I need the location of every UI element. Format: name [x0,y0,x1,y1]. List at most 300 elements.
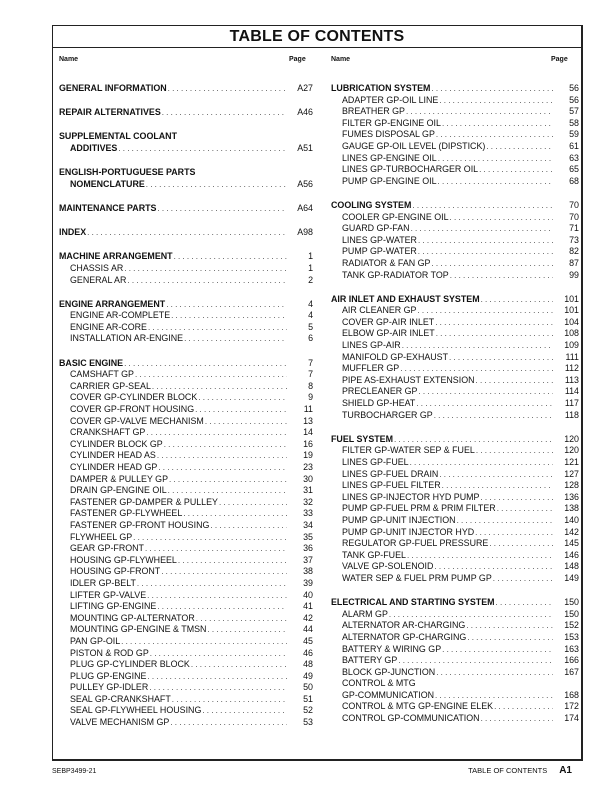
entry-name: COVER GP-VALVE MECHANISM [70,415,204,426]
entry-page-number: 121 [564,457,579,467]
entry-page-number: 148 [564,561,579,572]
toc-entry[interactable] [331,235,579,247]
entry-page-number: 32 [303,496,313,507]
toc-entry[interactable] [331,270,579,282]
toc-entry[interactable] [331,573,579,585]
toc-entry[interactable] [331,445,579,457]
entry-name: SEAL GP-FLYWHEEL HOUSING [70,705,202,716]
toc-section-heading[interactable] [59,107,313,119]
entry-name: REGULATOR GP-FUEL PRESSURE [342,538,489,549]
entry-page-number: 4 [308,298,313,309]
dot-leader [436,328,553,340]
entry-name: TANK GP-RADIATOR TOP [342,269,449,280]
toc-entry[interactable] [331,410,579,422]
dot-leader [196,613,287,625]
toc-section [59,131,313,154]
entry-name: CONTROL GP-COMMUNICATION [342,713,480,724]
toc-entry[interactable] [331,153,579,165]
toc-section [59,107,313,119]
toc-entry-cont[interactable] [331,690,579,702]
dot-leader [493,573,553,585]
dot-leader [442,118,553,130]
entry-page-number: 109 [564,340,579,351]
entry-page-number: 120 [564,433,579,444]
toc-section-heading[interactable] [331,83,579,95]
toc-entry[interactable] [59,578,313,590]
entry-page-number: 39 [303,577,313,588]
toc-entry[interactable] [331,480,579,492]
entry-page-number: 42 [303,612,313,623]
right-name-header: Name [331,56,351,63]
entry-name: CONTROL & MTG [342,678,416,689]
dot-leader [161,566,287,578]
entry-page-number: 152 [564,620,579,631]
toc-entry[interactable] [331,609,579,621]
entry-page-number: A64 [297,202,313,213]
page-title: TABLE OF CONTENTS [53,26,581,48]
toc-entry[interactable] [59,462,313,474]
toc-entry[interactable] [331,655,579,667]
toc-entry[interactable] [59,566,313,578]
entry-page-number: A46 [297,107,313,118]
dot-leader [496,597,553,609]
entry-page-number: 13 [303,415,313,426]
dot-leader [150,648,287,660]
dot-leader [174,251,287,263]
toc-entry[interactable] [59,601,313,613]
entry-name: PULLEY GP-IDLER [70,682,149,693]
entry-page-number: 9 [308,392,313,403]
entry-page-number: 44 [303,624,313,635]
entry-name: GENERAL AR [70,274,127,285]
toc-section [331,434,579,585]
entry-name: CRANKSHAFT GP [70,427,146,438]
toc-entry[interactable] [331,317,579,329]
entry-page-number: 61 [569,140,579,151]
entry-page-number: 38 [303,566,313,577]
toc-entry[interactable] [331,457,579,469]
toc-entry[interactable] [59,682,313,694]
toc-entry[interactable] [59,659,313,671]
toc-section [59,203,313,215]
entry-name: GAUGE GP-OIL LEVEL (DIPSTICK) [342,140,486,151]
dot-leader [476,445,553,457]
entry-page-number: 58 [569,117,579,128]
dot-leader [466,620,553,632]
toc-entry[interactable] [331,492,579,504]
toc-entry[interactable] [331,644,579,656]
toc-entry[interactable] [331,701,579,713]
toc-entry[interactable] [331,246,579,258]
entry-name: ELBOW GP-AIR INLET [342,328,435,339]
toc-entry[interactable] [331,164,579,176]
dot-leader [417,305,553,317]
toc-section-heading[interactable] [331,200,579,212]
left-page-header: Page [289,56,306,63]
dot-leader [418,386,553,398]
entry-name: CAMSHAFT GP [70,369,134,380]
toc-entry[interactable] [331,141,579,153]
entry-page-number: 34 [303,519,313,530]
toc-entry[interactable] [59,590,313,602]
dot-leader [145,543,287,555]
toc-section [331,200,579,281]
entry-name: LINES GP-AIR [342,340,401,351]
toc-section-heading[interactable] [59,131,313,143]
toc-entry[interactable] [331,305,579,317]
toc-entry[interactable] [59,520,313,532]
toc-entry[interactable] [331,713,579,725]
entry-page-number: 174 [564,713,579,724]
entry-name: BREATHER GP [342,106,405,117]
entry-page-number: 111 [565,351,579,362]
dot-leader [147,590,287,602]
toc-entry[interactable] [331,212,579,224]
entry-name: COOLER GP-ENGINE OIL [342,211,449,222]
toc-section-heading[interactable] [59,358,313,370]
dot-leader [480,492,553,504]
toc-section-heading[interactable] [331,597,579,609]
dot-leader [407,550,553,562]
toc-entry[interactable] [59,474,313,486]
entry-page-number: 52 [303,705,313,716]
entry-name: SHIELD GP-HEAT [342,398,416,409]
entry-page-number: 40 [303,589,313,600]
entry-page-number: 53 [303,717,313,728]
dot-leader [157,601,287,613]
dot-leader [436,129,553,141]
entry-name: PUMP GP-UNIT INJECTOR HYD [342,526,475,537]
dot-leader [158,462,287,474]
dot-leader [412,200,553,212]
toc-entry[interactable] [331,129,579,141]
dot-leader [207,624,287,636]
dot-leader [168,485,287,497]
toc-entry[interactable] [59,427,313,439]
dot-leader [489,538,553,550]
toc-section-heading[interactable] [331,294,579,306]
dot-leader [183,508,287,520]
toc-entry[interactable] [59,381,313,393]
entry-page-number: 2 [308,274,313,285]
entry-name: PIPE AS-EXHAUST EXTENSION [342,374,475,385]
entry-page-number: 41 [303,601,313,612]
entry-page-number: 8 [308,380,313,391]
entry-page-number: 140 [564,514,579,525]
dot-leader [124,358,287,370]
entry-name: LIFTING GP-ENGINE [70,601,157,612]
dot-leader [170,717,287,729]
toc-entry[interactable] [59,636,313,648]
dot-leader [133,532,287,544]
entry-name: FASTENER GP-FRONT HOUSING [70,519,210,530]
dot-leader [148,322,287,334]
toc-entry[interactable] [59,717,313,729]
dot-leader [416,398,553,410]
dot-leader [494,701,553,713]
toc-entry[interactable] [331,352,579,364]
toc-entry[interactable] [59,333,313,345]
toc-frame [52,25,583,761]
entry-name: BLOCK GP-JUNCTION [342,666,436,677]
dot-leader [205,416,287,428]
entry-page-number: 101 [564,305,579,316]
dot-leader [450,212,553,224]
toc-right-column [331,83,579,737]
dot-leader [450,270,553,282]
dot-leader [442,480,553,492]
toc-entry[interactable] [59,263,313,275]
entry-page-number: 114 [564,386,579,397]
footer-section-label: TABLE OF CONTENTS [468,766,548,775]
entry-page-number: 45 [303,635,313,646]
dot-leader [389,609,553,621]
dot-leader [146,427,287,439]
toc-entry[interactable] [59,705,313,717]
entry-name: CONTROL & MTG GP-ENGINE ELEK [342,701,494,712]
toc-section-heading[interactable] [59,203,313,215]
dot-leader [149,682,287,694]
toc-entry[interactable] [59,508,313,520]
toc-section [59,167,313,190]
toc-entry[interactable] [59,450,313,462]
dot-leader [152,381,287,393]
toc-entry[interactable] [59,485,313,497]
entry-name: MUFFLER GP [342,363,400,374]
entry-page-number: 1 [308,262,313,273]
entry-name: COVER GP-CYLINDER BLOCK [70,392,198,403]
entry-page-number: 118 [564,409,579,420]
toc-entry[interactable] [331,176,579,188]
dot-leader [162,107,287,119]
dot-leader [135,369,287,381]
entry-page-number: 117 [564,398,579,409]
entry-name: HOUSING GP-FLYWHEEL [70,554,177,565]
dot-leader [418,235,553,247]
dot-leader [394,434,553,446]
dot-leader [406,106,553,118]
toc-entry[interactable] [59,392,313,404]
entry-page-number: 57 [569,106,579,117]
toc-section-heading[interactable] [331,434,579,446]
toc-entry[interactable] [59,613,313,625]
dot-leader [497,503,553,515]
entry-page-number: 104 [564,316,579,327]
entry-name: FASTENER GP-FLYWHEEL [70,508,183,519]
dot-leader [481,713,553,725]
entry-page-number: 71 [569,223,579,234]
entry-page-number: 108 [564,328,579,339]
toc-entry[interactable] [59,497,313,509]
entry-page-number: 14 [303,427,313,438]
toc-entry[interactable] [331,95,579,107]
toc-section-heading-cont[interactable] [59,179,313,191]
dot-leader [87,227,287,239]
entry-page-number: 166 [564,655,579,666]
entry-name: REPAIR ALTERNATIVES [59,107,161,118]
entry-page-number: 82 [569,246,579,257]
dot-leader [479,164,553,176]
left-name-header: Name [59,56,79,63]
toc-entry[interactable] [331,118,579,130]
dot-leader [435,317,553,329]
entry-name: LINES GP-TURBOCHARGER OIL [342,164,479,175]
toc-section-heading[interactable] [59,299,313,311]
dot-leader [219,497,287,509]
entry-page-number: 49 [303,670,313,681]
toc-entry[interactable] [59,671,313,683]
toc-section [331,83,579,187]
entry-name: TANK GP-FUEL [342,549,406,560]
toc-entry[interactable] [331,375,579,387]
toc-section [59,251,313,286]
entry-page-number: 51 [303,693,313,704]
dot-leader [210,520,287,532]
entry-name: AIR INLET AND EXHAUST SYSTEM [331,293,480,304]
dot-leader [127,275,287,287]
toc-entry[interactable] [59,310,313,322]
toc-entry[interactable] [331,363,579,375]
entry-name: BATTERY GP [342,655,398,666]
entry-name: BATTERY & WIRING GP [342,643,442,654]
entry-name: FILTER GP-WATER SEP & FUEL [342,445,475,456]
dot-leader [166,299,287,311]
dot-leader [438,153,553,165]
footer-page-number: A1 [559,765,572,776]
entry-page-number: 70 [569,211,579,222]
toc-section [331,294,579,422]
toc-entry[interactable] [59,555,313,567]
dot-leader [434,561,553,573]
entry-page-number: 56 [569,94,579,105]
toc-section-heading-cont[interactable] [59,143,313,155]
dot-leader [449,352,553,364]
dot-leader [486,141,553,153]
toc-entry[interactable] [331,561,579,573]
entry-name: TURBOCHARGER GP [342,409,433,420]
entry-page-number: 16 [303,438,313,449]
toc-entry[interactable] [331,328,579,340]
entry-name: PRECLEANER GP [342,386,418,397]
entry-name: ALARM GP [342,608,388,619]
toc-section-heading[interactable] [59,167,313,179]
entry-name: LINES GP-FUEL DRAIN [342,468,439,479]
entry-page-number: 36 [303,543,313,554]
toc-entry[interactable] [59,439,313,451]
toc-entry[interactable] [331,503,579,515]
toc-entry[interactable] [59,369,313,381]
entry-page-number: 99 [569,269,579,280]
entry-page-number: 73 [569,234,579,245]
toc-entry[interactable] [331,386,579,398]
entry-name: RADIATOR & FAN GP [342,257,431,268]
entry-page-number: 56 [569,83,579,93]
entry-page-number: 35 [303,531,313,542]
entry-name: GENERAL INFORMATION [59,83,167,93]
toc-entry[interactable] [331,550,579,562]
dot-leader [202,705,287,717]
dot-leader [146,179,287,191]
doc-number: SEBP3499-21 [52,768,97,775]
toc-entry[interactable] [59,532,313,544]
entry-page-number: 163 [564,643,579,654]
dot-leader [476,375,553,387]
toc-entry[interactable] [331,527,579,539]
toc-section-heading[interactable] [59,83,313,95]
toc-entry[interactable] [331,340,579,352]
toc-entry[interactable] [331,106,579,118]
toc-section-heading[interactable] [59,251,313,263]
toc-section-heading[interactable] [59,227,313,239]
entry-name: FUMES DISPOSAL GP [342,129,435,140]
entry-name: COOLING SYSTEM [331,199,412,210]
toc-entry[interactable] [331,632,579,644]
entry-page-number: 168 [564,689,579,700]
toc-entry[interactable] [59,648,313,660]
entry-name: ELECTRICAL AND STARTING SYSTEM [331,597,495,608]
dot-leader [157,203,287,215]
toc-entry[interactable] [331,469,579,481]
toc-entry[interactable] [331,620,579,632]
entry-name: MAINTENANCE PARTS [59,202,157,213]
dot-leader [439,469,553,481]
entry-name: PUMP GP-UNIT INJECTION [342,514,456,525]
entry-page-number: 150 [564,608,579,619]
entry-name: INDEX [59,227,87,238]
entry-name: MACHINE ARRANGEMENT [59,251,173,262]
toc-entry[interactable] [331,398,579,410]
toc-entry[interactable] [59,543,313,555]
toc-entry[interactable] [331,258,579,270]
toc-entry[interactable] [59,416,313,428]
entry-page-number: A56 [297,178,313,189]
entry-page-number: 37 [303,554,313,565]
toc-entry[interactable] [331,223,579,235]
dot-leader [198,392,287,404]
toc-entry[interactable] [59,624,313,636]
entry-page-number: 120 [564,445,579,456]
toc-entry[interactable] [331,538,579,550]
entry-name: CHASSIS AR [70,262,124,273]
toc-section [59,358,313,729]
toc-entry[interactable] [59,275,313,287]
entry-page-number: 6 [308,333,313,344]
toc-entry[interactable] [59,694,313,706]
entry-name: CARRIER GP-SEAL [70,380,151,391]
entry-name: PISTON & ROD GP [70,647,149,658]
dot-leader [434,410,553,422]
dot-leader [147,671,287,683]
toc-entry[interactable] [59,404,313,416]
entry-name: ADAPTER GP-OIL LINE [342,94,439,105]
toc-entry[interactable] [59,322,313,334]
entry-name: NOMENCLATURE [70,178,145,189]
toc-entry[interactable] [331,667,579,679]
dot-leader [439,95,553,107]
entry-page-number: 1 [308,251,313,262]
entry-page-number: 150 [564,597,579,608]
entry-name: MOUNTING GP-ENGINE & TMSN [70,624,207,635]
dot-leader [400,363,553,375]
entry-page-number: 4 [308,310,313,321]
toc-entry[interactable] [331,678,579,690]
entry-page-number: 48 [303,659,313,670]
dot-leader [164,439,287,451]
toc-section [59,83,313,95]
dot-leader [137,578,287,590]
toc-section [59,227,313,239]
toc-entry[interactable] [331,515,579,527]
